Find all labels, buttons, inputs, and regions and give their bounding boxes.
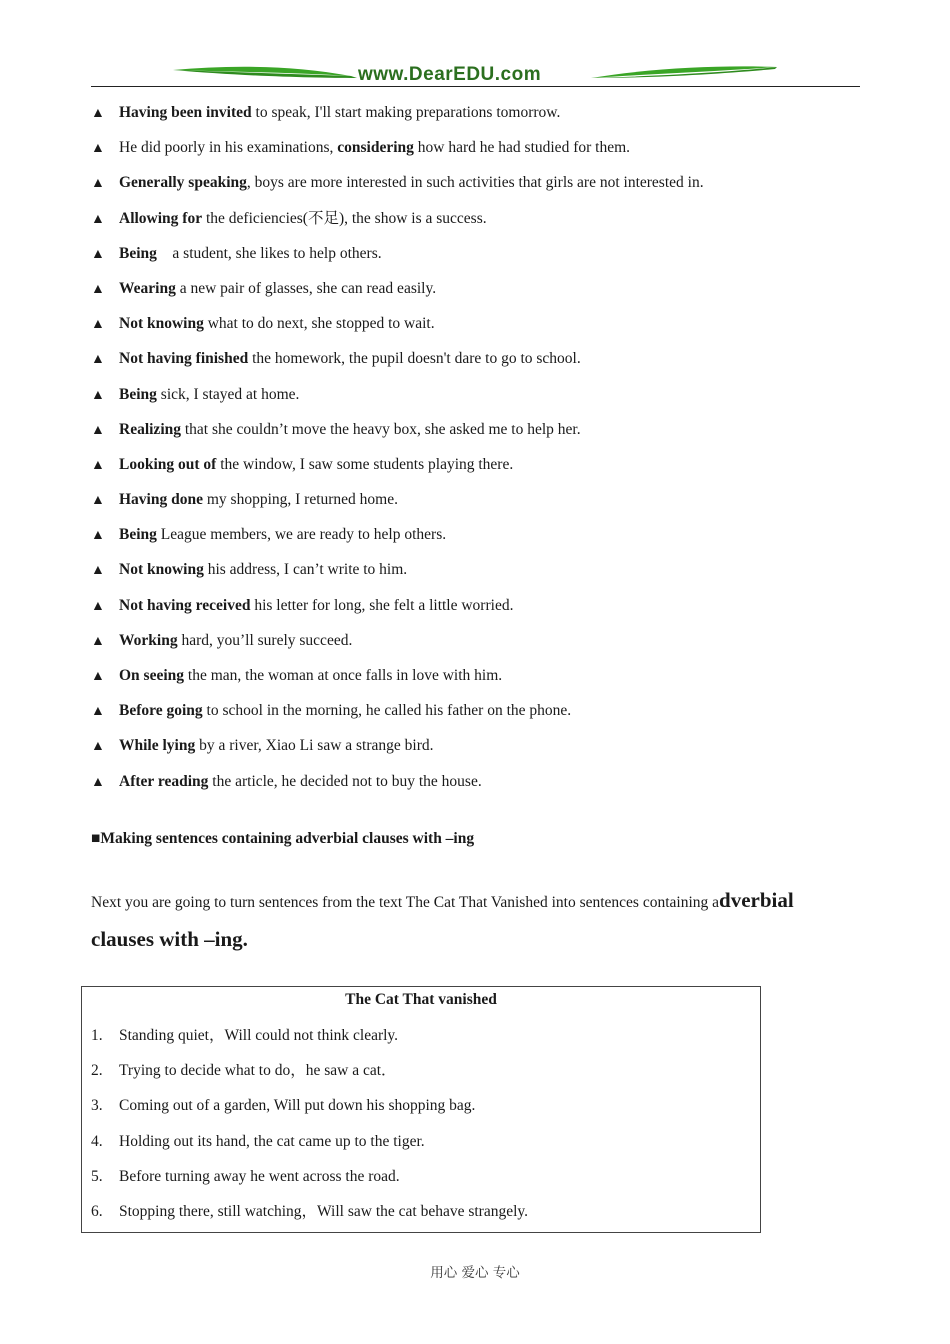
- item-text: Coming out of a garden, Will put down his shopping bag.: [119, 1097, 476, 1115]
- list-item: [91, 209, 871, 244]
- sentence-text: sick, I stayed at home.: [156, 385, 300, 403]
- item-number: 3.: [91, 1097, 103, 1115]
- triangle-bullet-icon: [91, 773, 119, 793]
- list-item: [91, 1096, 528, 1131]
- list-item: [91, 1061, 528, 1096]
- triangle-bullet-icon: [91, 174, 119, 194]
- list-item: [91, 631, 871, 666]
- ing-phrase: Not having finished: [119, 350, 249, 368]
- triangle-bullet-icon: [91, 737, 119, 757]
- ing-phrase: considering: [337, 139, 414, 157]
- sentence-text: to school in the morning, he called his father on the phone.: [202, 702, 572, 720]
- ing-phrase: Being: [119, 244, 157, 262]
- intro-text: Next you are going to turn sentences from the text The Cat That Vanished into sentences containing a: [91, 894, 720, 911]
- list-item: [91, 455, 871, 490]
- triangle-bullet-icon: [91, 350, 119, 370]
- triangle-bullet-icon: [91, 491, 119, 511]
- sentence-text: the article, he decided not to buy the house.: [208, 772, 482, 790]
- intro-paragraph: [91, 884, 866, 955]
- site-logo-text: www.DearEDU.com: [358, 64, 542, 85]
- sentence-text: a new pair of glasses, she can read easily.: [175, 279, 437, 297]
- sentence-text: the window, I saw some students playing there.: [216, 455, 514, 473]
- ing-phrase: Before going: [119, 702, 203, 720]
- sentence-text: He did poorly in his examinations,: [119, 139, 338, 157]
- list-item: [91, 1202, 528, 1237]
- ing-phrase: Having been invited: [119, 104, 252, 121]
- item-number: 4.: [91, 1132, 103, 1150]
- list-item: [91, 279, 871, 314]
- sentence-text: that she couldn’t move the heavy box, she asked me to help her.: [181, 420, 581, 438]
- item-text: Standing quiet，Will could not think clearly.: [119, 1027, 399, 1044]
- ing-phrase: Having done: [119, 491, 203, 509]
- sentence-text: by a river, Xiao Li saw a strange bird.: [195, 737, 434, 755]
- ing-phrase: Not knowing: [119, 561, 204, 579]
- list-item: [91, 1026, 528, 1061]
- list-item: [91, 701, 871, 736]
- triangle-bullet-icon: [91, 139, 119, 159]
- sentence-text: the homework, the pupil doesn't dare to go to school.: [248, 350, 581, 368]
- triangle-bullet-icon: [91, 245, 119, 265]
- list-item: [91, 173, 871, 208]
- intro-emphasis: dverbial: [719, 888, 794, 912]
- triangle-bullet-icon: [91, 526, 119, 546]
- sentence-text: how hard he had studied for them.: [413, 139, 631, 157]
- item-text: Trying to decide what to do，he saw a cat．: [119, 1062, 397, 1080]
- sentence-text: hard, you’ll surely succeed.: [177, 631, 353, 649]
- list-item: [91, 385, 871, 420]
- list-item: [91, 772, 871, 807]
- exercise-list: [91, 1026, 528, 1237]
- triangle-bullet-icon: [91, 667, 119, 687]
- ing-phrase: Allowing for: [119, 209, 203, 227]
- ing-phrase: Being: [119, 526, 157, 544]
- triangle-bullet-icon: [91, 702, 119, 722]
- ing-phrase: While lying: [119, 737, 196, 755]
- triangle-bullet-icon: [91, 421, 119, 441]
- item-number: 6.: [91, 1202, 103, 1220]
- item-number: 2.: [91, 1062, 103, 1080]
- ing-phrase: Not having received: [119, 596, 251, 614]
- ing-phrase: Wearing: [119, 279, 176, 297]
- exercise-title: The Cat That vanished: [345, 991, 497, 1008]
- item-number: 1.: [91, 1027, 103, 1044]
- triangle-bullet-icon: [91, 104, 119, 124]
- exercise-box: [81, 986, 761, 1233]
- triangle-bullet-icon: [91, 597, 119, 617]
- list-item: [91, 244, 871, 279]
- page-footer: 用心 爱心 专心: [430, 1265, 520, 1281]
- list-item: [91, 490, 871, 525]
- sentence-text: the man, the woman at once falls in love with him.: [184, 667, 503, 684]
- ing-phrase: On seeing: [119, 667, 185, 684]
- sentence-text: , boys are more interested in such activities that girls are not interested in.: [246, 174, 704, 192]
- ing-phrase: Working: [119, 631, 178, 649]
- triangle-bullet-icon: [91, 561, 119, 581]
- list-item: [91, 666, 871, 701]
- item-number: 5.: [91, 1167, 103, 1185]
- list-item: [91, 138, 871, 173]
- example-sentence-list: [91, 103, 871, 807]
- triangle-bullet-icon: [91, 315, 119, 335]
- page-header: [91, 62, 860, 90]
- triangle-bullet-icon: [91, 210, 119, 230]
- intro-emphasis-continued: clauses with –ing.: [91, 927, 248, 951]
- sentence-text: his letter for long, she felt a little worried.: [250, 596, 514, 614]
- triangle-bullet-icon: [91, 456, 119, 476]
- item-text: Before turning away he went across the road.: [119, 1167, 400, 1185]
- sentence-text: his address, I can’t write to him.: [203, 561, 408, 579]
- sentence-text: to speak, I'll start making preparations tomorrow.: [251, 104, 561, 121]
- list-item: [91, 349, 871, 384]
- list-item: [91, 314, 871, 349]
- list-item: [91, 420, 871, 455]
- sentence-text: a student, she likes to help others.: [156, 244, 382, 262]
- triangle-bullet-icon: [91, 632, 119, 652]
- list-item: [91, 736, 871, 771]
- sentence-text: my shopping, I returned home.: [202, 491, 398, 509]
- ing-phrase: Not knowing: [119, 315, 204, 333]
- list-item: [91, 596, 871, 631]
- triangle-bullet-icon: [91, 280, 119, 300]
- sentence-text: the deficiencies(不足), the show is a success.: [202, 209, 487, 227]
- item-text: Holding out its hand, the cat came up to the tiger.: [119, 1132, 425, 1150]
- list-item: [91, 560, 871, 595]
- list-item: [91, 1132, 528, 1167]
- list-item: [91, 103, 871, 138]
- sentence-text: what to do next, she stopped to wait.: [203, 315, 435, 333]
- item-text: Stopping there, still watching，Will saw the cat behave strangely.: [119, 1202, 529, 1220]
- list-item: [91, 525, 871, 560]
- ing-phrase: Being: [119, 385, 157, 403]
- triangle-bullet-icon: [91, 386, 119, 406]
- ing-phrase: Generally speaking: [119, 174, 247, 192]
- ing-phrase: Looking out of: [119, 455, 217, 473]
- sentence-text: League members, we are ready to help others.: [156, 526, 447, 544]
- ing-phrase: Realizing: [119, 420, 181, 438]
- section-heading: ■Making sentences containing adverbial clauses with –ing: [91, 830, 475, 847]
- list-item: [91, 1167, 528, 1202]
- ing-phrase: After reading: [119, 772, 209, 790]
